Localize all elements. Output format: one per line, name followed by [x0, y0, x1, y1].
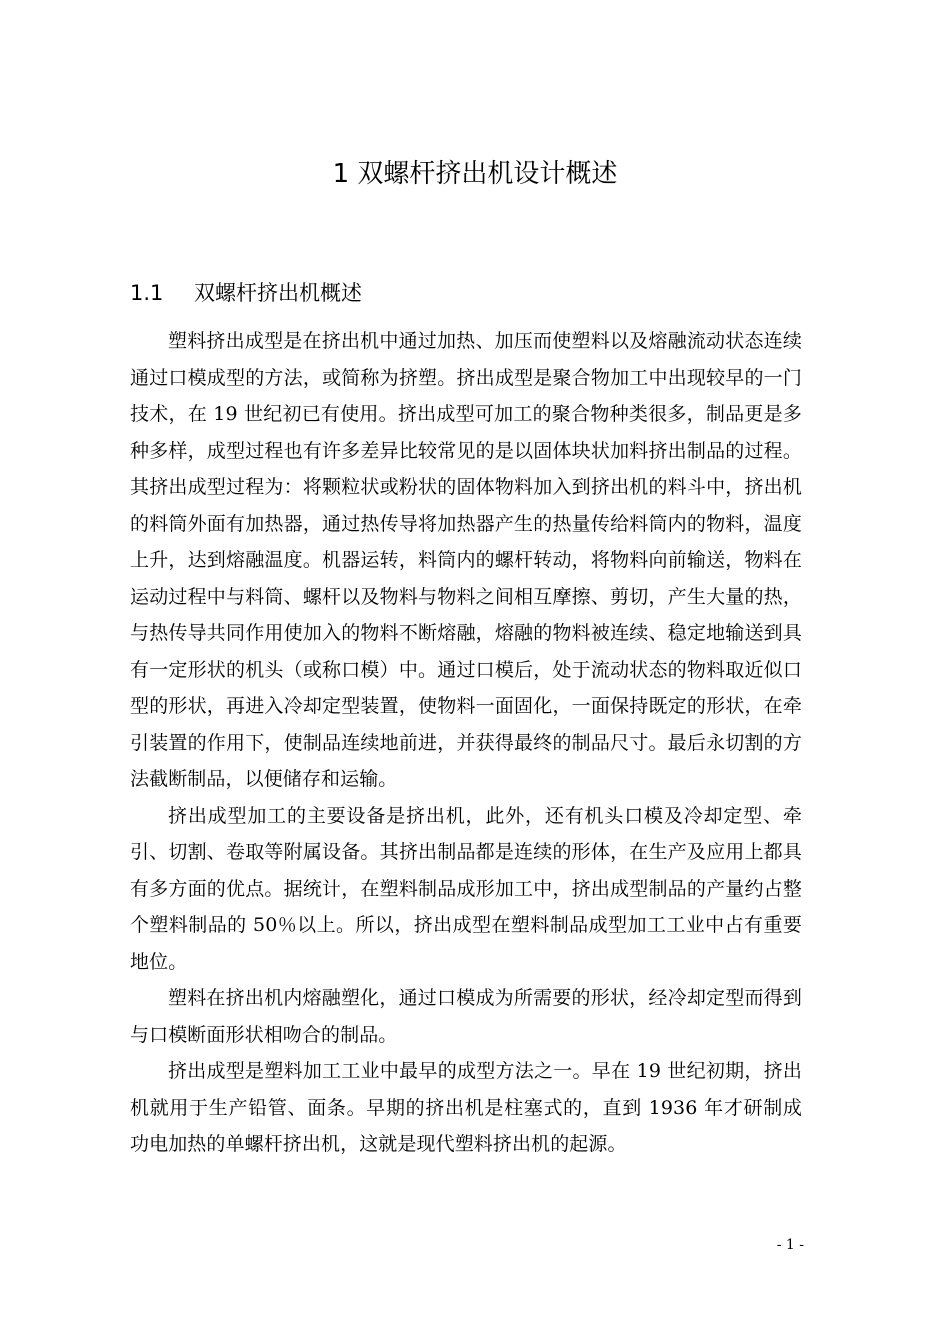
chapter-title: 1 双螺杆挤出机设计概述: [332, 159, 618, 189]
paragraph-3: 塑料在挤出机内熔融塑化，通过口模成为所需要的形状，经冷却定型而得到与口模断面形状相吻合的制品。: [130, 987, 802, 1046]
paragraph-2: 挤出成型加工的主要设备是挤出机，此外，还有机头口模及冷却定型、牵引、切割、卷取等附属设备。其挤出制品都是连续的形体，在生产及应用上都具有多方面的优点。据统计，在塑料制品成形加工中，挤出成型制品的产量约占整个塑料制品的 50％以上。所以，挤出成型在塑料制品成型加工工业中占有重要地位。: [130, 804, 802, 973]
paragraph-4: 挤出成型是塑料加工工业中最早的成型方法之一。早在 19 世纪初期，挤出机就用于生产铅管、面条。早期的挤出机是柱塞式的，直到 1936 年才研制成功电加热的单螺杆挤出机，这就是现代塑料挤出机的起源。: [130, 1060, 802, 1155]
section-number: 1.1: [130, 281, 164, 305]
page-number: - 1 -: [776, 1237, 804, 1253]
body-text: [130, 323, 802, 1163]
section-title: 双螺杆挤出机概述: [194, 281, 362, 305]
section-heading: [130, 276, 362, 310]
paragraph-1: 塑料挤出成型是在挤出机中通过加热、加压而使塑料以及熔融流动状态连续通过口模成型的方法，或简称为挤塑。挤出成型是聚合物加工中出现较早的一门技术，在 19 世纪初已有使用。挤出成型可加工的聚合物种类很多，制品更是多种多样，成型过程也有许多差异比较常见的是以固体块状加料挤出制品的过程。其挤出成型过程为：将颗粒状或粉状的固体物料加入到挤出机的料斗中，挤出机的料筒外面有加热器，通过热传导将加热器产生的热量传给料筒内的物料，温度上升，达到熔融温度。机器运转，料筒内的螺杆转动，将物料向前输送，物料在运动过程中与料筒、螺杆以及物料与物料之间相互摩擦、剪切，产生大量的热，与热传导共同作用使加入的物料不断熔融，熔融的物料被连续、稳定地输送到具有一定形状的机头（或称口模）中。通过口模后，处于流动状态的物料取近似口型的形状，再进入冷却定型装置，使物料一面固化，一面保持既定的形状，在牵引装置的作用下，使制品连续地前进，并获得最终的制品尺寸。最后永切割的方法截断制品，以便储存和运输。: [130, 330, 802, 790]
